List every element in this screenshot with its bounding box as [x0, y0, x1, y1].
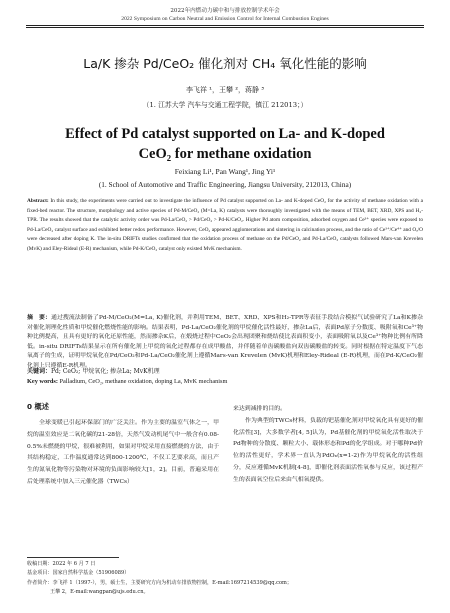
footnote-rule [27, 557, 119, 558]
abstract-en-label: Abstract: [27, 198, 49, 204]
abstract-en-text: In this study, the experiments were carried out to investigate the influence of Pd catalyst supported on La- and K-doped CeO₂ for the activity of methane oxidation with a fixed-bed reactor. The structure, morphology and active species of Pd-M/CeO₂ (M=La, K) catalysts were thoroughly investigated with the means of TEM, BET, XRD, XPS and H₂-TPR. The results showed that the catalytic activity order was Pd-La/CeO₂ > Pd/CeO₂ > Pd-K/CeO₂. Higher Pd atom composition, adsorbed oxygen and Ce³⁺ species were exposed to Pd-La/CeO₂ catalyst surface and exhibited better redox performance. However, CeO₂ appeared agglomerations and sintering in calcination process, and the ratio of Ce³⁺/Ce⁴⁺ and Oₐ/O were decreased after doping K. The in-situ DRIFTs studies confirmed that the oxidation process of methane on the Pd/CeO₂ and Pd-La/CeO₂ catalysts followed Mars-van Krevelen (MvK) and Eley-Rideal (E-R) mechanism, while Pd-K/CeO₂ catalyst only existed MvK mechanism. [27, 198, 424, 252]
footnote-author-intro: 作者简介：李飞祥 1（1997-），男，硕士生，主要研究方向为机动车排放物控制，E-mail:1697214539@qq.com； [27, 579, 292, 586]
keywords-en-label: Key words: [27, 378, 58, 385]
authors-en: Feixiang Li¹, Pan Wang¹, Jing Yi¹ [174, 167, 276, 176]
keywords-cn-label: 关键词： [27, 368, 52, 375]
header-rule-bottom [26, 27, 424, 28]
title-cn: La/K 掺杂 Pd/CeO₂ 催化剂对 CH₄ 氧化性能的影响 [83, 56, 367, 71]
title-en-line2: CeO₂ for methane oxidation [138, 146, 312, 162]
header-rule-top [26, 25, 424, 26]
body-paragraph: 全球变暖已引起环保部门的广泛关注。作为主要的温室气体之一，甲烷的温室效应是二氧化碳的21-28倍，天然气发动机尾气中一般含有0.08-0.5%未燃烧的甲烷，很难被利用，如果对甲烷采用直接燃烧的方法，由于其结构稳定，工作温度通常达到800-1200℃，不仅工艺要求高，而且产生的氮氧化物等污染物对环境的负面影响较大[1，2]。目前，普遍采用在后处理系统中加入三元催化器（TWCs） [27, 420, 219, 485]
abstract-cn-text: 通过搜流法制备了Pd-M/CeO₂(M=La, K)催化剂，并利用TEM、BET、XRD、XPS和H₂-TPR等表征手段结合模拟气试验研究了La和K掺杂对催化剂理化性质和甲烷催化燃烧性能的影响。结果表明，Pd-La/CeO₂催化剂的甲烷催化活性最好，掺杂La后，表面Pd原子分数度、吸附氧和Ce³⁺物种比例提高，且具有更好的氧化还原性能，然而掺杂K后，在煅烧过程中CeO₂会出现团聚和烧结使比表面积变小，表面吸附氧以及Ce³⁺物种比例有所降低。in-situ DRIFTs结果显示在所有催化剂上甲烷的氧化过程都存在成甲酸盐，并伴随着单齿碳酸盐向双齿碳酸盐的转变。同时根据在特定温度下气态氧离子的生成，证明甲烷氧化在Pd/CeO₂和Pd-La/CeO₂催化剂上遵循Mars-van Krevelen (MvK)机理和Eley-Rideal (E-R)机理，而在Pd-K/CeO₂催化剂上只遵循E-R机理。 [27, 315, 424, 369]
keywords-cn [27, 366, 423, 375]
footnote [27, 560, 423, 597]
body-paragraph: 作为典型的TWCs材料，负载的钯基催化剂对甲烷氧化具有更好的催化活性[3]，大多数学者[4, 5]认为，Pd基催化剂的甲烷氧化活性取决于Pd物种的分散度、颗粒大小、载体形态和Pd的化学组成。对于哪种Pd价位的活性更好，学术界一直认为PdOₓ(x=1-2)作为甲烷氧化的活性组分，反应遵循MvK机制[4-8]，即催化剂表面活性氧参与反应，该过程产生的表面氧空位后来由气相氧提供。 [233, 417, 423, 483]
footnote-fund: 基金项目：国家自然科学基金（51906089） [27, 570, 130, 577]
affiliation-en: (1. School of Automotive and Traffic Engineering, Jiangsu University, 212013, China) [98, 180, 352, 189]
keywords-en [27, 378, 423, 385]
conference-header-cn: 2022年内燃动力碳中和与排放控制学术年会 [170, 8, 280, 14]
footnote-received: 收稿日期：2022 年 6 月 7 日 [27, 561, 96, 567]
authors-cn: 李飞祥 ¹，王攀 ²，蒋静 ³ [185, 86, 265, 94]
keywords-en-text: Palladium, CeO₂, methane oxidation, doping La, MvK mechanism [59, 378, 228, 385]
conference-header [0, 7, 450, 23]
title-en-line1: Effect of Pd catalyst supported on La- and K-doped [65, 126, 385, 142]
footnote-author-intro-2: 王攀 2，E-mail:wangpan@ujs.edu.cn。 [50, 588, 149, 595]
title-en [0, 124, 450, 164]
body-paragraph-continued: 来达到减排的目的。 [233, 406, 287, 412]
keywords-cn-text: Pd; CeO₂; 甲烷氧化; 掺杂La; MvK机理 [51, 368, 160, 375]
affiliation-cn: （1. 江苏大学 汽车与交通工程学院，镇江 212013；） [142, 101, 308, 109]
body-column-left [27, 418, 219, 489]
abstract-cn [27, 313, 423, 371]
abstract-en [27, 197, 423, 254]
abstract-cn-label: 摘 要： [27, 314, 51, 321]
section-heading: 0 概述 [27, 402, 49, 411]
body-column-right [233, 404, 423, 487]
conference-header-en: 2022 Symposium on Carbon Neutral and Emission Control for Internal Combustion Engines [121, 16, 329, 22]
